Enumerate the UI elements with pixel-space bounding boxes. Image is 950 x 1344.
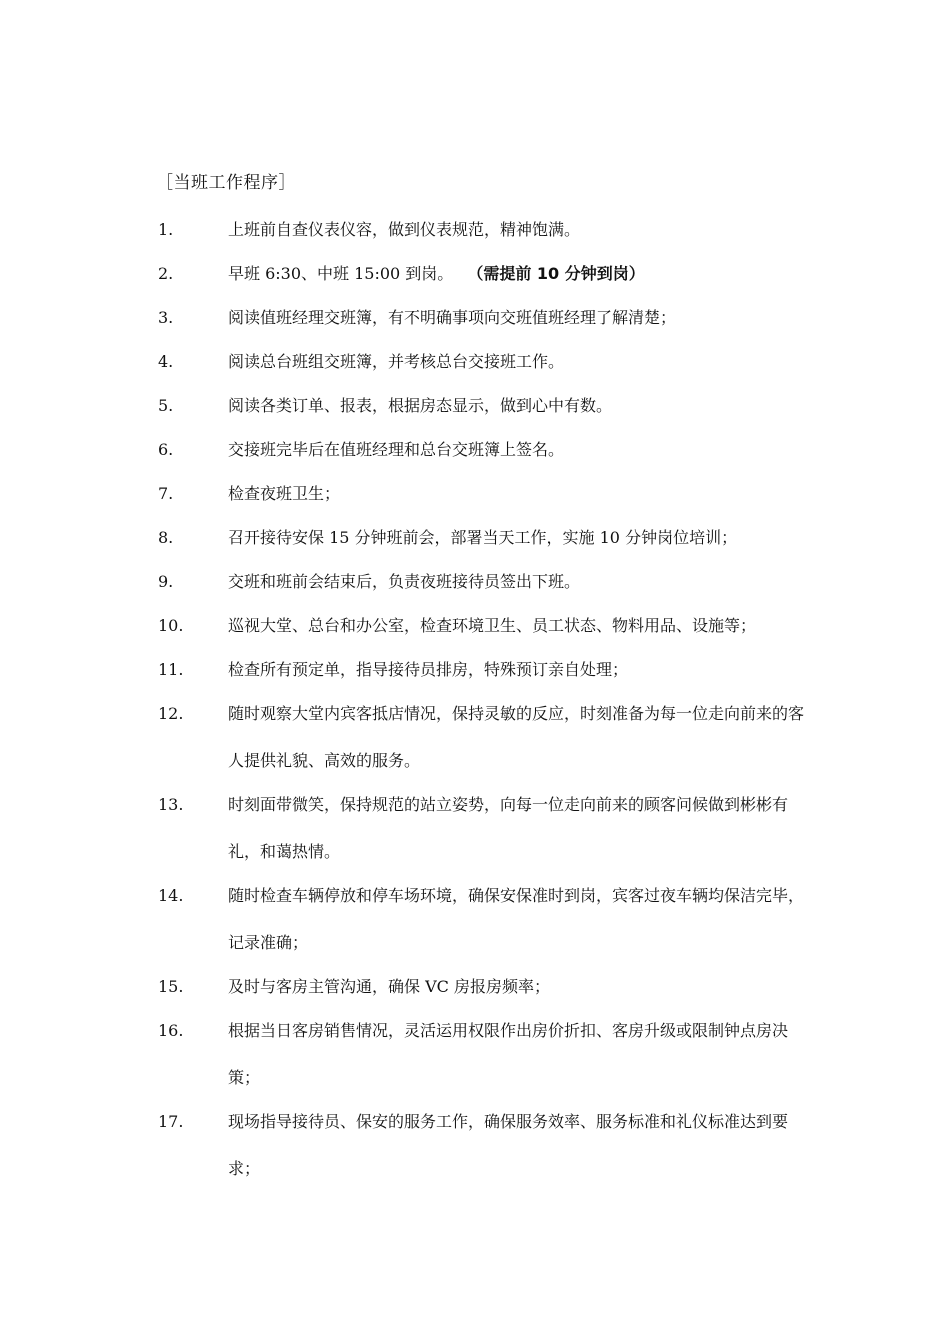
item-text: 检查夜班卫生； — [228, 484, 341, 504]
item-number: 15. — [158, 977, 184, 996]
item-text-block — [228, 426, 810, 473]
item-text: 早班 6:30、中班 15:00 到岗。 — [228, 264, 454, 284]
item-text-block — [228, 602, 810, 649]
item-text: 交接班完毕后在值班经理和总台交班簿上签名。 — [228, 440, 565, 460]
item-text-block — [228, 382, 810, 429]
list-item — [158, 215, 818, 245]
item-text: 随时观察大堂内宾客抵店情况，保持灵敏的反应，时刻准备为每一位走向前来的客人提供礼貌、高效的服务。 — [228, 704, 805, 771]
item-number: 14. — [158, 886, 184, 905]
item-text: 根据当日客房销售情况，灵活运用权限作出房价折扣、客房升级或限制钟点房决策； — [228, 1021, 789, 1088]
item-text-block — [228, 1098, 810, 1192]
procedure-list — [158, 215, 818, 1198]
item-number: 10. — [158, 616, 184, 635]
item-number: 4. — [158, 352, 174, 371]
item-text: 交班和班前会结束后，负责夜班接待员签出下班。 — [228, 572, 581, 592]
item-text: 检查所有预定单，指导接待员排房，特殊预订亲自处理； — [228, 660, 629, 680]
item-number: 17. — [158, 1112, 184, 1131]
list-item — [158, 479, 818, 509]
list-item — [158, 699, 818, 776]
item-number: 13. — [158, 795, 184, 814]
item-text-block — [228, 338, 810, 385]
list-item — [158, 347, 818, 377]
item-text: 召开接待安保 15 分钟班前会，部署当天工作，实施 10 分钟岗位培训； — [228, 528, 738, 548]
item-text: 阅读值班经理交班簿，有不明确事项向交班值班经理了解清楚； — [228, 308, 677, 328]
item-text-block — [228, 690, 810, 784]
item-text: 上班前自查仪表仪容，做到仪表规范，精神饱满。 — [228, 220, 581, 240]
item-text: 阅读各类订单、报表，根据房态显示，做到心中有数。 — [228, 396, 613, 416]
list-item — [158, 881, 818, 958]
list-item — [158, 611, 818, 641]
item-text-block — [228, 781, 810, 875]
item-number: 7. — [158, 484, 174, 503]
item-text-block — [228, 514, 810, 561]
list-item — [158, 790, 818, 867]
list-item — [158, 655, 818, 685]
item-text-block — [228, 470, 810, 517]
list-item — [158, 303, 818, 333]
item-number: 8. — [158, 528, 174, 547]
item-text-block — [228, 250, 810, 297]
list-item — [158, 435, 818, 465]
item-number: 16. — [158, 1021, 184, 1040]
section-heading: ［当班工作程序］ — [156, 173, 296, 193]
item-text: 时刻面带微笑，保持规范的站立姿势，向每一位走向前来的顾客问候做到彬彬有礼，和蔼热情。 — [228, 795, 789, 862]
item-number: 6. — [158, 440, 174, 459]
list-item — [158, 567, 818, 597]
item-text-block — [228, 963, 810, 1010]
item-number: 12. — [158, 704, 184, 723]
item-text: 现场指导接待员、保安的服务工作，确保服务效率、服务标准和礼仪标准达到要求； — [228, 1112, 789, 1179]
item-number: 3. — [158, 308, 174, 327]
item-text-block — [228, 646, 810, 693]
list-item — [158, 391, 818, 421]
item-text-block — [228, 872, 810, 966]
item-text-block — [228, 206, 810, 253]
item-note: （需提前 10 分钟到岗） — [475, 264, 645, 284]
list-item — [158, 972, 818, 1002]
item-text: 及时与客房主管沟通，确保 VC 房报房频率； — [228, 977, 550, 997]
item-text: 阅读总台班组交班簿，并考核总台交接班工作。 — [228, 352, 565, 372]
item-text-block — [228, 1007, 810, 1101]
item-number: 11. — [158, 660, 184, 679]
item-text: 随时检查车辆停放和停车场环境，确保安保准时到岗，宾客过夜车辆均保洁完毕，记录准确； — [228, 886, 805, 953]
item-number: 1. — [158, 220, 174, 239]
list-item — [158, 1016, 818, 1093]
item-text-block — [228, 294, 810, 341]
list-item — [158, 259, 818, 289]
item-text-block — [228, 558, 810, 605]
item-number: 2. — [158, 264, 174, 283]
list-item — [158, 1107, 818, 1184]
item-text: 巡视大堂、总台和办公室，检查环境卫生、员工状态、物料用品、设施等； — [228, 616, 757, 636]
item-number: 5. — [158, 396, 174, 415]
item-number: 9. — [158, 572, 174, 591]
list-item — [158, 523, 818, 553]
